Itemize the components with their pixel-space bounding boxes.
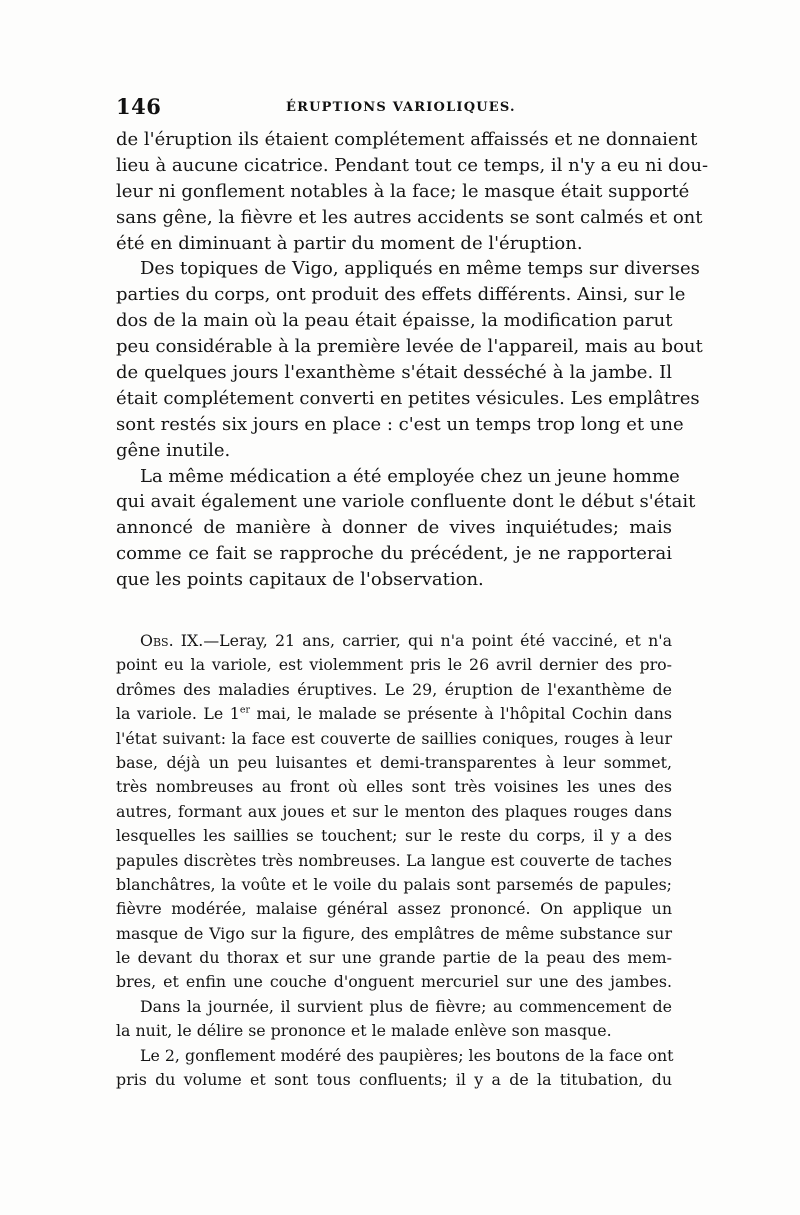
text-line: peu considérable à la première levée de l'appareil, mais au bout: [116, 336, 703, 358]
text-line: drômes des maladies éruptives. Le 29, éruption de l'exanthème de: [116, 679, 672, 699]
text-line: masque de Vigo sur la figure, des emplâtres de même substance sur: [116, 923, 672, 943]
text-line: parties du corps, ont produit des effets différents. Ainsi, sur le: [116, 284, 686, 306]
text-line: l'état suivant: la face est couverte de saillies coniques, rouges à leur: [116, 728, 672, 748]
page-header: [116, 94, 672, 124]
text-line: sans gêne, la fièvre et les autres accidents se sont calmés et ont: [116, 206, 703, 228]
text-line: été en diminuant à partir du moment de l'éruption.: [116, 232, 583, 254]
text-line: très nombreuses au front où elles sont très voisines les unes des: [116, 777, 672, 797]
text-line: Des topiques de Vigo, appliqués en même temps sur diverses: [140, 258, 700, 280]
observation-first-line: [116, 629, 672, 653]
text-line: de l'éruption ils étaient complétement affaissés et ne donnaient: [116, 129, 698, 150]
text-line: de quelques jours l'exanthème s'était desséché à la jambe. Il: [116, 362, 672, 384]
text-line: dos de la main où la peau était épaisse, la modification parut: [116, 310, 673, 332]
text-line: la nuit, le délire se prononce et le malade enlève son masque.: [116, 1021, 612, 1041]
observation-text: [116, 629, 672, 1092]
text-line: gêne inutile.: [116, 439, 231, 461]
observation-first-line-text: —Leray, 21 ans, carrier, qui n'a point été vacciné, et n'a: [203, 631, 673, 650]
text-line: sont restés six jours en place : c'est un temps trop long et une: [116, 413, 684, 435]
page-number: 146: [116, 94, 162, 119]
running-head: ÉRUPTIONS VARIOLIQUES.: [286, 100, 516, 115]
text-line: lesquelles les saillies se touchent; sur le reste du corps, il y a des: [116, 826, 672, 846]
text-line-with-superscript: la variole. Le 1er mai, le malade se présente à l'hôpital Cochin dans: [116, 704, 672, 724]
main-text: [116, 127, 709, 593]
text-line: Le 2, gonflement modéré des paupières; les boutons de la face ont: [140, 1045, 674, 1065]
text-line: le devant du thorax et sur une grande partie de la peau des mem-: [116, 948, 672, 968]
text-line: blanchâtres, la voûte et le voile du palais sont parsemés de papules;: [116, 874, 672, 894]
text-line: bres, et enfin une couche d'onguent mercuriel sur une des jambes.: [116, 972, 672, 992]
text-line: comme ce fait se rapproche du précédent, je ne rapporterai: [116, 543, 672, 565]
text-line: que les points capitaux de l'observation.: [116, 569, 484, 591]
text-line: La même médication a été employée chez un jeune homme: [140, 465, 680, 487]
observation-label: Obs. IX.: [140, 631, 204, 650]
text-line: était complétement converti en petites vésicules. Les emplâtres: [116, 387, 700, 409]
text-line: qui avait également une variole confluente dont le début s'était: [116, 491, 696, 513]
text-line: lieu à aucune cicatrice. Pendant tout ce temps, il n'y a eu ni dou-: [116, 154, 709, 176]
text-line: Dans la journée, il survient plus de fièvre; au commencement de: [140, 996, 672, 1016]
text-line: pris du volume et sont tous confluents; il y a de la titubation, du: [116, 1070, 672, 1090]
superscript: er: [239, 704, 250, 716]
text-line: point eu la variole, est violemment pris le 26 avril dernier des pro-: [116, 655, 672, 675]
text-line: base, déjà un peu luisantes et demi-transparentes à leur sommet,: [116, 752, 672, 772]
text-line: papules discrètes très nombreuses. La langue est couverte de taches: [116, 850, 672, 870]
text-line: leur ni gonflement notables à la face; le masque était supporté: [116, 180, 690, 202]
text-line: annoncé de manière à donner de vives inquiétudes; mais: [116, 517, 672, 539]
text-line: autres, formant aux joues et sur le menton des plaques rouges dans: [116, 801, 672, 821]
text-line: fièvre modérée, malaise général assez prononcé. On applique un: [116, 899, 672, 919]
